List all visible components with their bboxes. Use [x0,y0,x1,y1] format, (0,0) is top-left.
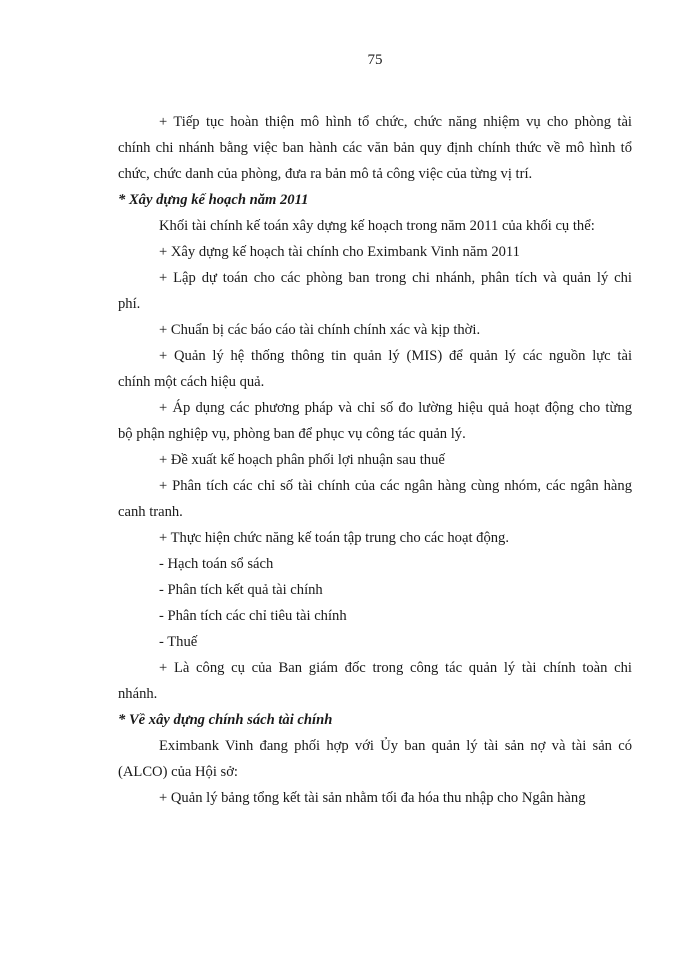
text-line: + Tiếp tục hoàn thiện mô hình tổ chức, chức năng nhiệm vụ cho phòng tài [159,114,632,130]
text-line: chính một cách hiệu quả. [118,374,265,390]
text-line: phí. [118,296,141,312]
text-line: + Chuẩn bị các báo cáo tài chính chính xác và kịp thời. [159,322,481,338]
text-line: (ALCO) của Hội sở: [118,764,238,780]
text-line: + Là công cụ của Ban giám đốc trong công tác quản lý tài chính toàn chi [159,660,632,676]
section-heading: * Về xây dựng chính sách tài chính [118,712,333,728]
page-number: 75 [367,52,383,68]
text-line: + Lập dự toán cho các phòng ban trong chi nhánh, phân tích và quản lý chi [159,270,632,286]
text-line: + Đề xuất kế hoạch phân phối lợi nhuận sau thuế [159,452,445,468]
text-line: + Áp dụng các phương pháp và chỉ số đo lường hiệu quả hoạt động cho từng [159,400,632,416]
document-body [118,109,632,811]
text-line: - Thuế [159,634,198,650]
text-line: - Phân tích kết quả tài chính [159,582,323,598]
text-line: + Thực hiện chức năng kế toán tập trung cho các hoạt động. [159,530,510,546]
section-heading: * Xây dựng kế hoạch năm 2011 [118,192,309,208]
text-line: chức, chức danh của phòng, đưa ra bản mô tả công việc của từng vị trí. [118,166,533,182]
text-line: chính chi nhánh bằng việc ban hành các văn bản quy định chính thức về mô hình tổ [118,140,632,156]
text-line: + Quản lý hệ thống thông tin quản lý (MIS) để quản lý các nguồn lực tài [159,348,632,364]
text-line: bộ phận nghiệp vụ, phòng ban để phục vụ công tác quản lý. [118,426,466,442]
text-line: + Phân tích các chỉ số tài chính của các ngân hàng cùng nhóm, các ngân hàng [159,478,632,494]
text-line: + Quản lý bảng tổng kết tài sản nhằm tối đa hóa thu nhập cho Ngân hàng [159,790,586,806]
text-line: nhánh. [118,686,158,702]
text-line: canh tranh. [118,504,183,520]
text-line: + Xây dựng kế hoạch tài chính cho Eximbank Vinh năm 2011 [159,244,520,260]
text-line: Khối tài chính kế toán xây dựng kế hoạch trong năm 2011 của khối cụ thể: [159,218,595,234]
text-line: - Phân tích các chỉ tiêu tài chính [159,608,347,624]
text-line: Eximbank Vinh đang phối hợp với Ủy ban quản lý tài sản nợ và tài sản có [159,738,632,754]
text-line: - Hạch toán sổ sách [159,556,274,572]
